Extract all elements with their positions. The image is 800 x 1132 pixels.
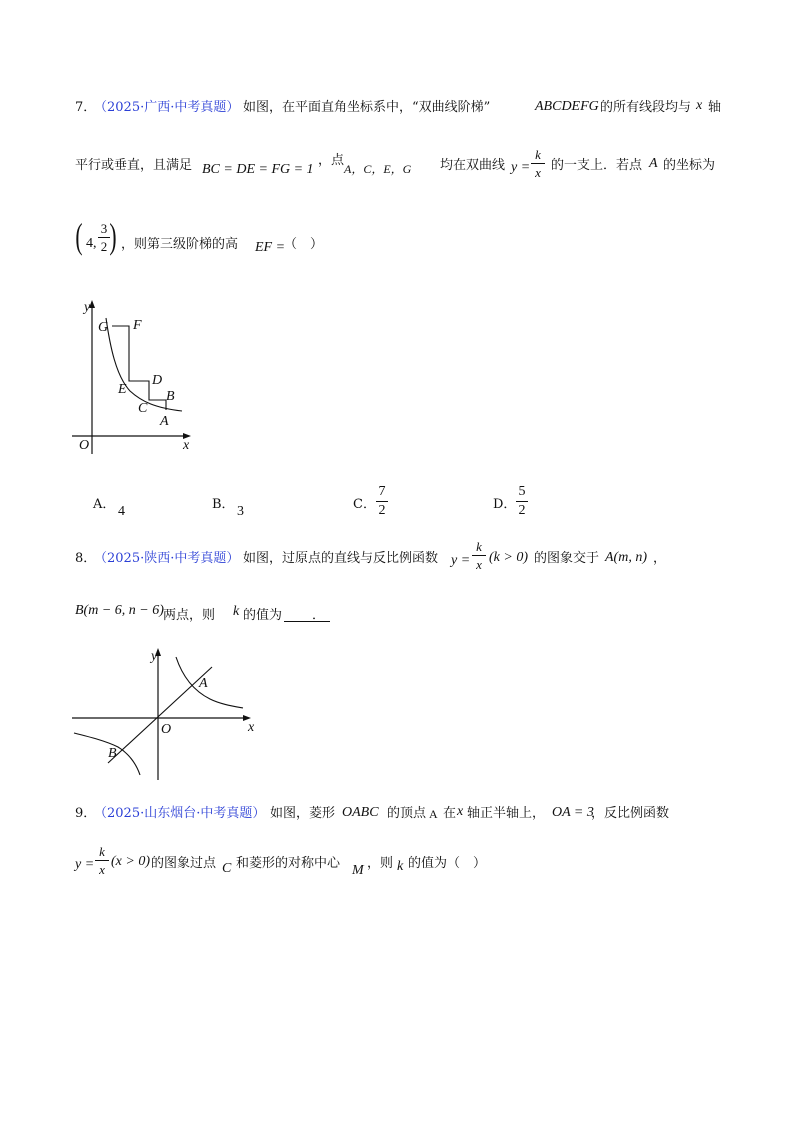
q7-label-E: E — [118, 382, 127, 397]
q8-figure — [70, 645, 270, 785]
q7-label-C: C — [138, 401, 148, 416]
q8-point-B: B(m − 6, n − 6) — [75, 603, 164, 618]
q9-vertex-A: A — [429, 807, 438, 821]
q9-frac-den: x — [99, 862, 105, 877]
q7-source: （2025·广西·中考真题） — [94, 100, 240, 115]
q9-text-2a: 的图象过点 — [151, 856, 217, 871]
q9-text-1e: ，反比例函数 — [591, 806, 670, 821]
q7-segment-equation: BC = DE = FG = 1 — [202, 162, 314, 177]
q7-x-var: x — [696, 98, 703, 113]
q7-frac-num: k — [535, 147, 541, 162]
q9-text-2c: ，则 — [367, 856, 394, 871]
q8-label-B: B — [108, 746, 117, 761]
q8-condition: (k > 0) — [489, 550, 528, 565]
q8-function-fraction — [472, 540, 486, 571]
q8-source: （2025·陕西·中考真题） — [94, 551, 240, 566]
q9-center-M: M — [352, 863, 364, 878]
q9-text-2b: 和菱形的对称中心 — [236, 856, 341, 871]
q7-points: A，C，E，G — [344, 162, 412, 176]
q7-coord-fraction — [98, 222, 110, 253]
q7-number: 7． — [75, 100, 97, 115]
q8-line-through-origin — [108, 667, 212, 763]
q7-label-y: y — [84, 300, 91, 315]
q9-source: （2025·山东烟台·中考真题） — [94, 806, 266, 821]
q7-choice-b-letter: B． — [212, 497, 235, 512]
q7-coord-num: 3 — [100, 221, 108, 236]
q7-choice-a-value: 4 — [118, 504, 125, 519]
q7-choice-d-letter: D． — [493, 497, 517, 512]
q8-point-A: A(m, n) — [605, 550, 647, 565]
q7-ef: EF = — [255, 240, 286, 255]
q7-label-B: B — [166, 389, 175, 404]
q7-label-O: O — [79, 438, 90, 453]
q9-function-fraction — [95, 845, 109, 876]
q7-coord-open: ( — [75, 216, 83, 256]
q7-frac-den: x — [535, 165, 541, 180]
q8-label-x: x — [248, 720, 255, 735]
q8-hyperbola-branch-1 — [176, 657, 243, 708]
q8-label-y: y — [151, 649, 158, 664]
q9-frac-num: k — [99, 844, 105, 859]
q8-label-O: O — [161, 722, 172, 737]
q8-k: k — [233, 604, 240, 619]
q7-text-2a: 平行或垂直，且满足 — [75, 158, 193, 173]
q9-text-1c: 在 — [443, 806, 457, 821]
q7-coord-close: ) — [109, 216, 117, 256]
q9-number: 9． — [75, 806, 97, 821]
q7-text-2b: ，点 — [318, 153, 345, 168]
q9-text-1a: 如图，菱形 — [270, 806, 336, 821]
q8-function-y: y = — [451, 553, 471, 568]
q7-choice-c-num: 7 — [378, 484, 386, 499]
q7-label-F: F — [133, 318, 142, 333]
q7-text-2d: 的一支上．若点 — [551, 158, 643, 173]
q7-choice-c-fraction — [376, 485, 388, 518]
q7-choice-a-letter: A． — [93, 497, 116, 512]
q7-coord-den: 2 — [100, 239, 108, 254]
q7-choice-d-num: 5 — [518, 484, 526, 499]
q7-choice-c-den: 2 — [378, 503, 386, 518]
q9-rhombus: OABC — [342, 805, 379, 820]
q8-frac-num: k — [476, 539, 482, 554]
q7-text-2c: 均在双曲线 — [440, 158, 506, 173]
q7-text-1c: 轴 — [708, 100, 722, 115]
q7-point-A: A — [649, 156, 658, 171]
q8-number: 8． — [75, 551, 97, 566]
q7-text-1a: 如图，在平面直角坐标系中，“双曲线阶梯” — [243, 100, 491, 115]
q8-text-2a: 两点，则 — [163, 608, 216, 623]
q7-label-G: G — [98, 320, 109, 335]
q9-text-1b: 的顶点 — [387, 806, 427, 821]
q9-point-C: C — [222, 861, 232, 876]
q7-choice-d-den: 2 — [518, 503, 526, 518]
q7-label-A: A — [160, 414, 169, 429]
q8-frac-den: x — [476, 557, 482, 572]
q8-hyperbola-branch-2 — [74, 733, 140, 775]
q7-hyperbola-y: y = — [511, 160, 531, 175]
q7-choice-d-fraction — [516, 485, 528, 518]
q7-answer-paren: （ ） — [284, 237, 324, 252]
q8-text-2b: 的值为 — [243, 608, 283, 623]
q8-text-1c: ， — [653, 551, 667, 566]
q9-condition: (x > 0) — [111, 854, 150, 869]
q9-x-var: x — [457, 804, 464, 819]
q7-staircase-name: ABCDEFG — [535, 99, 599, 114]
q9-text-2d: 的值为（ ） — [408, 856, 487, 871]
q7-text-2e: 的坐标为 — [663, 158, 716, 173]
q7-text-3a: ，则第三级阶梯的高 — [121, 237, 239, 252]
q9-function-y: y = — [75, 857, 95, 872]
q7-choice-b-value: 3 — [237, 504, 244, 519]
q8-text-1a: 如图，过原点的直线与反比例函数 — [243, 551, 439, 566]
q7-coord-x: 4, — [86, 236, 97, 251]
q7-hyperbola-fraction — [531, 148, 545, 179]
q7-text-1b: 的所有线段均与 — [600, 100, 692, 115]
q8-text-1b: 的图象交于 — [534, 551, 600, 566]
q9-text-1d: 轴正半轴上， — [467, 806, 546, 821]
q7-choice-c-letter: C． — [353, 497, 376, 512]
q8-label-A: A — [199, 676, 208, 691]
q7-staircase-figure — [70, 296, 200, 456]
q9-k: k — [397, 859, 404, 874]
q7-label-D: D — [152, 373, 163, 388]
q9-oa: OA = 3 — [552, 805, 594, 820]
q8-text-2end: ． — [312, 608, 326, 623]
q7-label-x: x — [183, 438, 190, 453]
